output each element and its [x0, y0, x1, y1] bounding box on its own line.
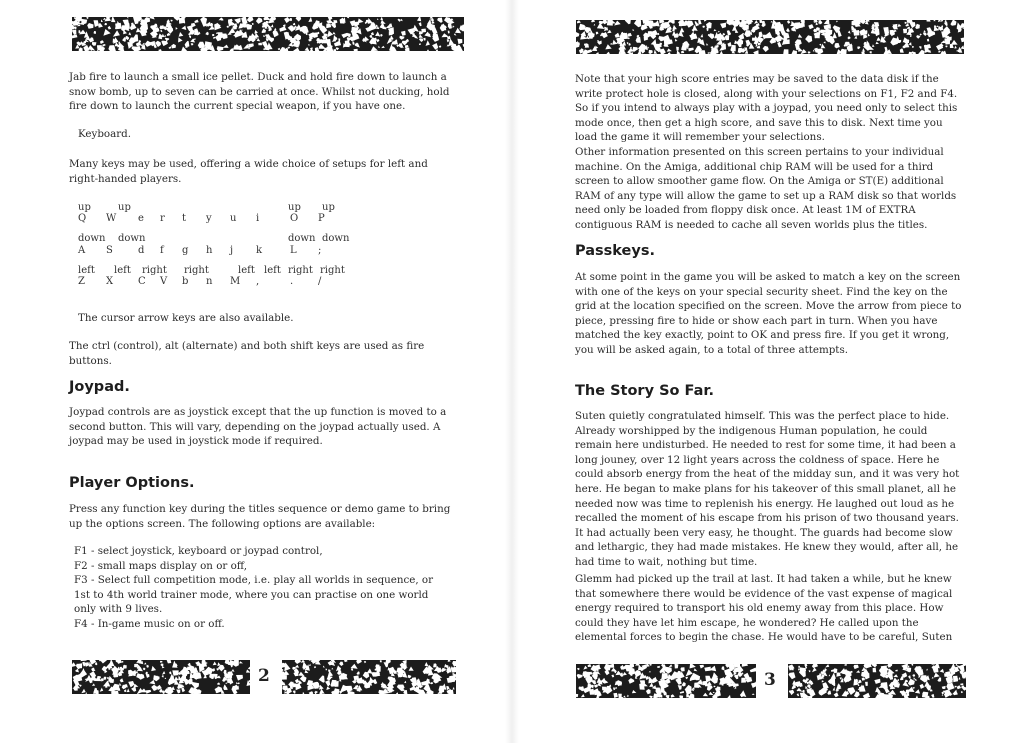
key-label: u — [230, 213, 237, 225]
key-row — [78, 276, 378, 287]
key-label: left — [114, 264, 131, 276]
key-label: t — [182, 213, 187, 225]
key-label: g — [182, 244, 189, 256]
key-label: O — [290, 213, 299, 225]
key-label: b — [182, 275, 189, 287]
ctrl-keys-paragraph: The ctrl (control), alt (alternate) and both shift keys are used as fire buttons. — [69, 340, 425, 367]
key-label: k — [256, 244, 263, 256]
key-label: ; — [318, 244, 322, 256]
key-label: left — [238, 264, 255, 276]
key-label: y — [206, 213, 212, 225]
key-label: up — [322, 202, 335, 213]
passkeys-heading: Passkeys. — [575, 243, 655, 259]
key-label: right — [320, 264, 345, 276]
bottom-decorative-band-right — [282, 660, 456, 694]
key-label: down — [78, 233, 106, 245]
options-paragraph: Press any function key during the titles sequence or demo game to bring up the options screen. The following options are available: — [69, 503, 451, 530]
key-row — [78, 233, 378, 244]
bottom-decorative-band-right — [788, 664, 966, 698]
key-label: W — [106, 213, 117, 225]
keyboard-label: Keyboard. — [78, 128, 132, 140]
key-label: Q — [78, 213, 87, 225]
key-label: X — [106, 275, 114, 287]
key-label: , — [256, 275, 260, 287]
high-score-paragraph: Note that your high score entries may be saved to the data disk if the write protect hole is closed, along with your selections on F1, F2 and F4. So if you intend to always play with a joypad, you need only to select this mode once, then get a high score, and save this to disk. Next time you load the game it will remember your selections. — [575, 73, 958, 144]
key-row — [78, 202, 378, 213]
key-label: left — [78, 264, 95, 276]
key-label: down — [118, 233, 146, 245]
key-row — [78, 213, 378, 224]
key-label: L — [290, 244, 297, 256]
bottom-decorative-band-left — [72, 660, 250, 694]
options-list — [74, 544, 442, 632]
keyboard-layout-grid — [78, 202, 378, 296]
key-label: M — [230, 275, 241, 287]
key-label: e — [138, 213, 144, 225]
option-f2: F2 - small maps display on or off, — [74, 559, 248, 572]
key-row — [78, 265, 378, 276]
story-paragraph-2: Glemm had picked up the trail at last. It had taken a while, but he knew that somewhere there would be evidence of the vast expense of magical energy required to transport his old enemy away from this place. How could they have let him escape, he wondered? He called upon the elemental forces to begin the chase. He would have to be careful, Suten — [575, 573, 953, 644]
option-f3: F3 - Select full competition mode, i.e. play all worlds in sequence, or 1st to 4th world trainer mode, where you can practise on one world only with 9 lives. — [74, 574, 434, 616]
key-label: S — [106, 244, 113, 256]
story-heading: The Story So Far. — [575, 383, 714, 399]
key-label: up — [78, 202, 91, 213]
option-f1: F1 - select joystick, keyboard or joypad control, — [74, 545, 323, 557]
key-label: d — [138, 244, 145, 256]
key-label: Z — [78, 275, 85, 287]
key-label: P — [318, 213, 325, 225]
key-label: i — [256, 213, 260, 225]
page-number: 3 — [764, 670, 776, 690]
key-label: down — [322, 233, 350, 245]
bottom-decorative-band-left — [576, 664, 756, 698]
key-label: up — [118, 202, 131, 213]
key-label: n — [206, 275, 213, 287]
joypad-heading: Joypad. — [69, 379, 130, 395]
key-label: C — [138, 275, 146, 287]
key-label: left — [264, 264, 281, 276]
right-page — [512, 0, 1024, 743]
keyboard-paragraph: Many keys may be used, offering a wide choice of setups for left and right-handed players. — [69, 158, 428, 185]
option-f4: F4 - In-game music on or off. — [74, 617, 225, 630]
key-label: r — [160, 213, 165, 225]
top-decorative-band — [72, 17, 464, 51]
joypad-paragraph: Joypad controls are as joystick except that the up function is moved to a second button. This will vary, depending on the joypad actually used. A joypad may be used in joystick mode if required. — [69, 406, 447, 448]
cursor-keys-paragraph: The cursor arrow keys are also available. — [78, 312, 294, 324]
key-label: f — [160, 244, 164, 256]
key-label: A — [78, 244, 86, 256]
machine-paragraph: Other information presented on this screen pertains to your individual machine. On the Amiga, additional chip RAM will be used for a third screen to allow smoother game flow. On the Amiga or ST(E) additional RAM of any type will allow the game to set up a RAM disk so that worlds need only be loaded from floppy disk once. At least 1M of EXTRA contiguous RAM is needed to cache all seven worlds plus the titles. — [575, 146, 957, 231]
key-label: right — [288, 264, 313, 276]
page-number: 2 — [258, 666, 270, 686]
key-label: up — [288, 202, 301, 213]
intro-paragraph: Jab fire to launch a small ice pellet. Duck and hold fire down to launch a snow bomb, up to seven can be carried at once. Whilst not ducking, hold fire down to launch the current special weapon, if you have one. — [69, 71, 450, 113]
key-label: h — [206, 244, 213, 256]
key-label: down — [288, 233, 316, 245]
player-options-heading: Player Options. — [69, 475, 195, 491]
key-label: V — [160, 275, 168, 287]
key-label: j — [230, 244, 234, 256]
top-decorative-band — [576, 20, 964, 54]
key-row — [78, 245, 378, 256]
key-label: right — [142, 264, 167, 276]
key-label: right — [184, 264, 209, 276]
passkeys-paragraph: At some point in the game you will be asked to match a key on the screen with one of the keys on your special security sheet. Find the key on the grid at the location specified on the screen. Move the arrow from piece to piece, pressing fire to hide or show each part in turn. When you have matched the key exactly, point to OK and press fire. If you get it wrong, you will be asked again, to a total of three attempts. — [575, 271, 962, 356]
key-label: . — [290, 275, 294, 287]
key-label: / — [318, 275, 322, 287]
story-paragraph-1: Suten quietly congratulated himself. This was the perfect place to hide. Already worshipped by the indigenous Human population, he could remain here undisturbed. He needed to rest for some time, it had been a long jouney, over 12 light years across the coldness of space. Here he could absorb energy from the heat of the midday sun, and it was very hot here. He began to make plans for his takeover of this small planet, all he needed now was time to replenish his energy. He laughed out loud as he recalled the moment of his escape from his prison of two thousand years. It had actually been very easy, he thought. The guards had become slow and lethargic, they had made mistakes. He knew they would, after all, he had time to wait, nothing but time. — [575, 410, 960, 568]
